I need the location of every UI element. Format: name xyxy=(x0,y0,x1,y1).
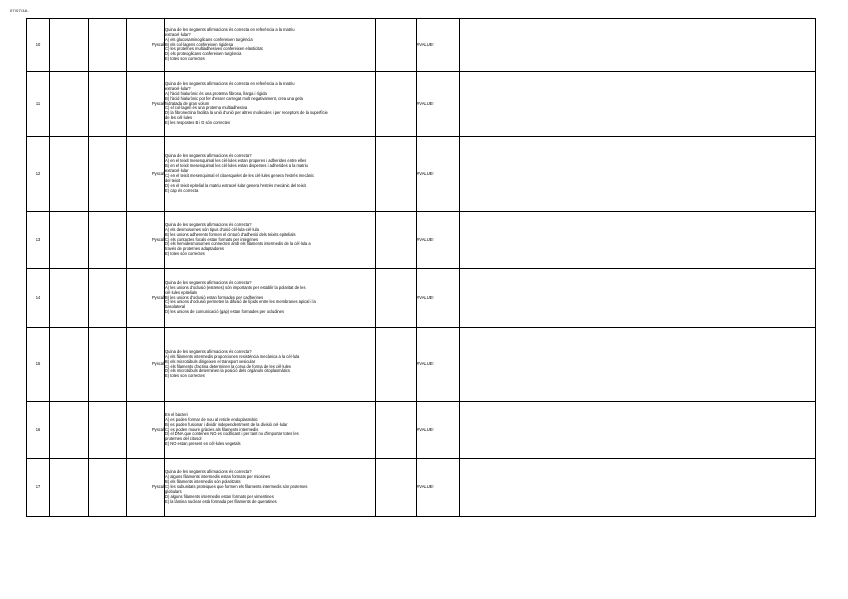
empty-cell xyxy=(376,19,417,72)
result-cell: #VALUE! xyxy=(417,269,460,328)
result-cell: #VALUE! xyxy=(417,402,460,459)
row-number: 12 xyxy=(27,137,50,212)
table-row xyxy=(27,212,816,269)
result-cell: #VALUE! xyxy=(417,212,460,269)
empty-cell xyxy=(50,137,89,212)
empty-cell xyxy=(460,459,816,517)
empty-cell xyxy=(376,212,417,269)
empty-cell xyxy=(89,72,127,137)
table-row xyxy=(27,72,816,137)
question-type: Pyscal xyxy=(127,328,165,402)
result-cell: #VALUE! xyxy=(417,459,460,517)
question-text: Quina de les següents afirmacions és correcta? A) els filaments intermedis proporcionen resistència mecànica a la cèl·lula B) els microtúbuls dirigeixen el transport vesicular C) els filaments d'actina determinen la corva de forma de les cèl·lules D) els microtúbuls determinen la posició dels orgànuls citoplasmàtics E) totes son correctes xyxy=(165,328,376,402)
result-cell: #VALUE! xyxy=(417,137,460,212)
table-row xyxy=(27,19,816,72)
table-row xyxy=(27,328,816,402)
row-number: 10 xyxy=(27,19,50,72)
empty-cell xyxy=(50,269,89,328)
question-text: Quina de les següents afirmacions és correcta en referència a la matriu extracel·lular? A) els glucosaminoglicans confereixen turgència B) els col·lagens confereixen rigidesa C) les proteïnes multiadhesives confereixen elasticitat D) els proteoglicans confereixen turgència E) totes son correctes xyxy=(165,19,376,72)
empty-cell xyxy=(376,459,417,517)
table-row xyxy=(27,269,816,328)
empty-cell xyxy=(460,137,816,212)
result-cell: #VALUE! xyxy=(417,72,460,137)
question-text: Quina de les següents afirmacions és correcta? A) en el teixit mesenquimal les cèl·lules estan properes i adherides entre elles B) en el teixit mesenquimal les cèl·lules estan disperses i adherides a la matriu extracel·lular C) en el teixit mesenquimal el citoesquelet de les cèl·lules genera l'estrès mecànic del teixit D) en el teixit epitelial la matriu extracel·lular genera l'estrès mecànic del teixit E) cap és correcta xyxy=(165,137,376,212)
row-number: 14 xyxy=(27,269,50,328)
table-row xyxy=(27,459,816,517)
row-number: 11 xyxy=(27,72,50,137)
question-type: Pyscal xyxy=(127,137,165,212)
question-type: Pyscal xyxy=(127,269,165,328)
empty-cell xyxy=(376,269,417,328)
table-row xyxy=(27,402,816,459)
row-number: 13 xyxy=(27,212,50,269)
row-number: 17 xyxy=(27,459,50,517)
page-header-label: 07/07/4A. xyxy=(10,8,29,13)
question-type: Pyscal xyxy=(127,19,165,72)
empty-cell xyxy=(50,72,89,137)
empty-cell xyxy=(376,328,417,402)
empty-cell xyxy=(50,459,89,517)
result-cell: #VALUE! xyxy=(417,19,460,72)
empty-cell xyxy=(89,402,127,459)
empty-cell xyxy=(460,402,816,459)
empty-cell xyxy=(460,328,816,402)
empty-cell xyxy=(460,19,816,72)
empty-cell xyxy=(50,212,89,269)
empty-cell xyxy=(50,328,89,402)
row-number: 15 xyxy=(27,328,50,402)
empty-cell xyxy=(376,72,417,137)
question-type: Pyscal xyxy=(127,402,165,459)
question-type: Pyscal xyxy=(127,459,165,517)
question-text: En el bacteri A) es poden formar de nou al reticle endoplasmàtic B) es poden fusionar i dividir independentment de la divisió cel·lular C) es poden moure gràcies als filaments intermedis D) el DNA que contenen NO es codificant i per tant no d'importar totes les proteïnes del citosol E) NO estan present en cèl·lules vegetals xyxy=(165,402,376,459)
row-number: 16 xyxy=(27,402,50,459)
result-cell: #VALUE! xyxy=(417,328,460,402)
empty-cell xyxy=(376,137,417,212)
question-type: Pyscal xyxy=(127,72,165,137)
question-text: Quina de les següents afirmacions és correcta? A) els desmosomes són tipus d'unió cèl·lula-cèl·lula B) les unions adherents formen el cinturó d'adhesió dels teixits epitelials C) els contactes focals estan formats per integrines D) els hemidesmosomes connecten amb els filaments intermedis de la cèl·lula a través de proteïnes adaptadores E) totes són correctes xyxy=(165,212,376,269)
empty-cell xyxy=(89,19,127,72)
empty-cell xyxy=(89,328,127,402)
empty-cell xyxy=(460,72,816,137)
question-text: Quina de les següents afirmacions és correcta? A) alguns filaments intermedis estan formats per miosines B) els filaments intermedis són polaritzats C) les subunitats proteiques que formen els filaments intermedis són proteïnes globulars D) alguns filaments intermedis estan formats per vimentines E) la làmina nuclear està formada per filaments de queratines xyxy=(165,459,376,517)
question-type: Pyscal xyxy=(127,212,165,269)
empty-cell xyxy=(89,459,127,517)
empty-cell xyxy=(89,212,127,269)
empty-cell xyxy=(376,402,417,459)
empty-cell xyxy=(89,269,127,328)
question-text: Quina de les següents afirmacions és correcta en referència a la matriu extracel·lular? A) l'àcid hialurònic és una proteïna fibrosa, llarga i rígida B) l'àcid hialurònic pot fer d'esser carregat molt negativament, crea una gela hidratada de gran volum C) el col·lagen és una proteïna multiadhesiva D) la fibronectina facilita la unió d'unió per altres molècules i per receptors de la superfície de les cèl·lules E) les respostes B i D són correctes xyxy=(165,72,376,137)
empty-cell xyxy=(460,269,816,328)
empty-cell xyxy=(460,212,816,269)
table-row xyxy=(27,137,816,212)
question-text: Quina de les següents afirmacions és correcta? A) les unions d'oclusió (estretes) són importants per establir la polaritat de les cèl·lules epitelials B) les unions d'oclusió estan formades per cadherines C) les unions d'oclusió permeten la difusió de lípids entre les membranes apical i la basolateral D) les unions de comunicació (gap) estan formades per ocludines xyxy=(165,269,376,328)
empty-cell xyxy=(89,137,127,212)
empty-cell xyxy=(50,402,89,459)
empty-cell xyxy=(50,19,89,72)
questions-table xyxy=(26,18,816,517)
